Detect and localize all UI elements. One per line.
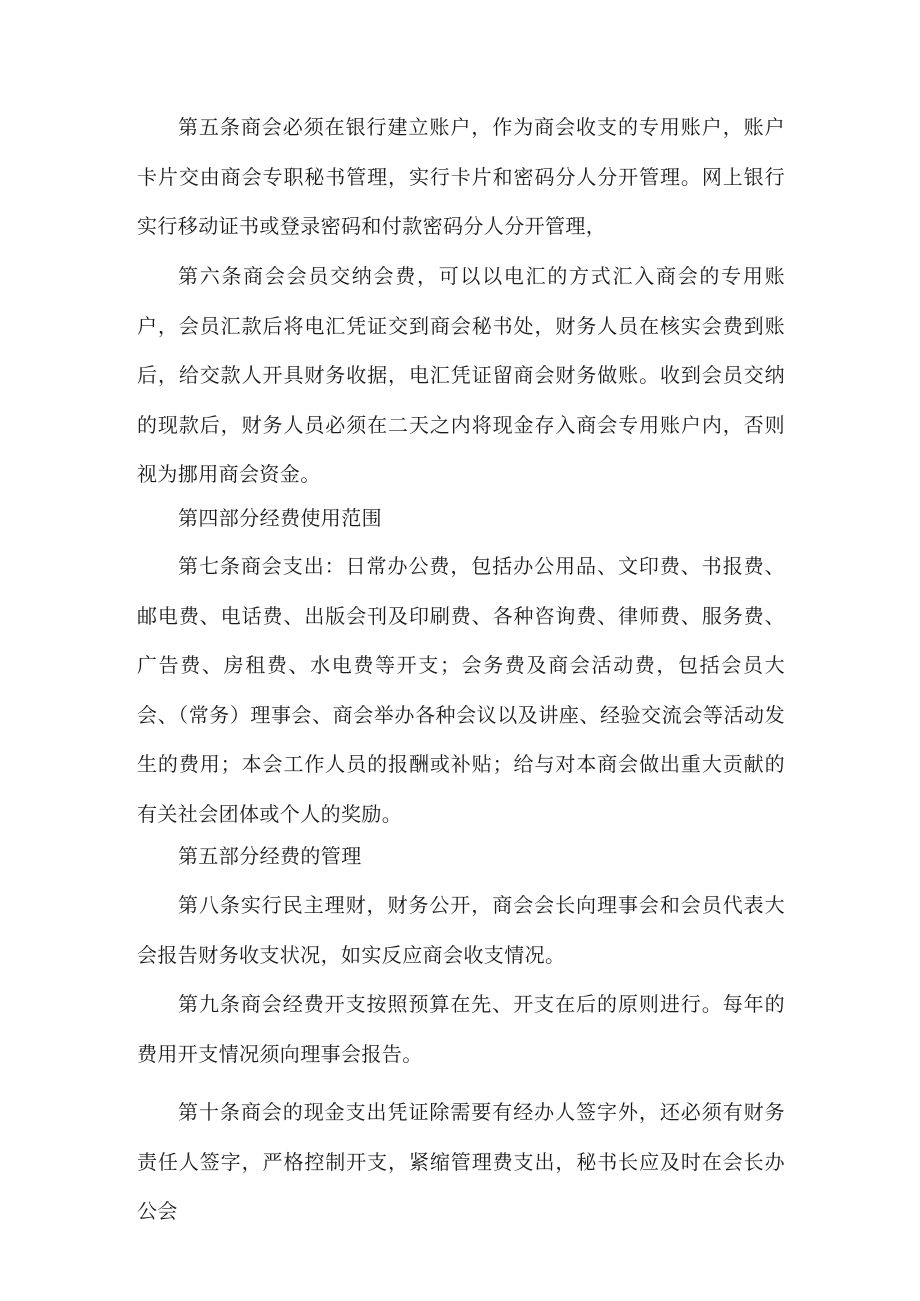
part-5-heading: 第五部分经费的管理 — [178, 844, 362, 868]
part-4-heading: 第四部分经费使用范围 — [178, 506, 382, 530]
article-5-paragraph: 第五条商会必须在银行建立账户，作为商会收支的专用账户，账户卡片交由商会专职秘书管理，实行卡片和密码分人分开管理。网上银行实行移动证书或登录密码和付款密码分人分开管理， — [137, 115, 785, 238]
article-7-paragraph: 第七条商会支出：日常办公费，包括办公用品、文印费、书报费、邮电费、电话费、出版会刊及印刷费、各种咨询费、律师费、服务费、广告费、房租费、水电费等开支；会务费及商会活动费，包括会员大会、（常务）理事会、商会举办各种会议以及讲座、经验交流会等活动发生的费用；本会工作人员的报酬或补贴；给与对本商会做出重大贡献的有关社会团体或个人的奖励。 — [137, 554, 785, 826]
article-6-paragraph: 第六条商会会员交纳会费，可以以电汇的方式汇入商会的专用账户，会员汇款后将电汇凭证交到商会秘书处，财务人员在核实会费到账后，给交款人开具财务收据，电汇凭证留商会财务做账。收到会员交纳的现款后，财务人员必须在二天之内将现金存入商会专用账户内，否则视为挪用商会资金。 — [137, 264, 785, 486]
article-8-paragraph: 第八条实行民主理财，财务公开，商会会长向理事会和会员代表大会报告财务收支状况，如实反应商会收支情况。 — [137, 893, 785, 967]
article-9-paragraph: 第九条商会经费开支按照预算在先、开支在后的原则进行。每年的费用开支情况须向理事会报告。 — [137, 992, 785, 1066]
article-10-paragraph: 第十条商会的现金支出凭证除需要有经办人签字外，还必须有财务责任人签字，严格控制开支，紧缩管理费支出，秘书长应及时在会长办公会 — [137, 1100, 785, 1223]
